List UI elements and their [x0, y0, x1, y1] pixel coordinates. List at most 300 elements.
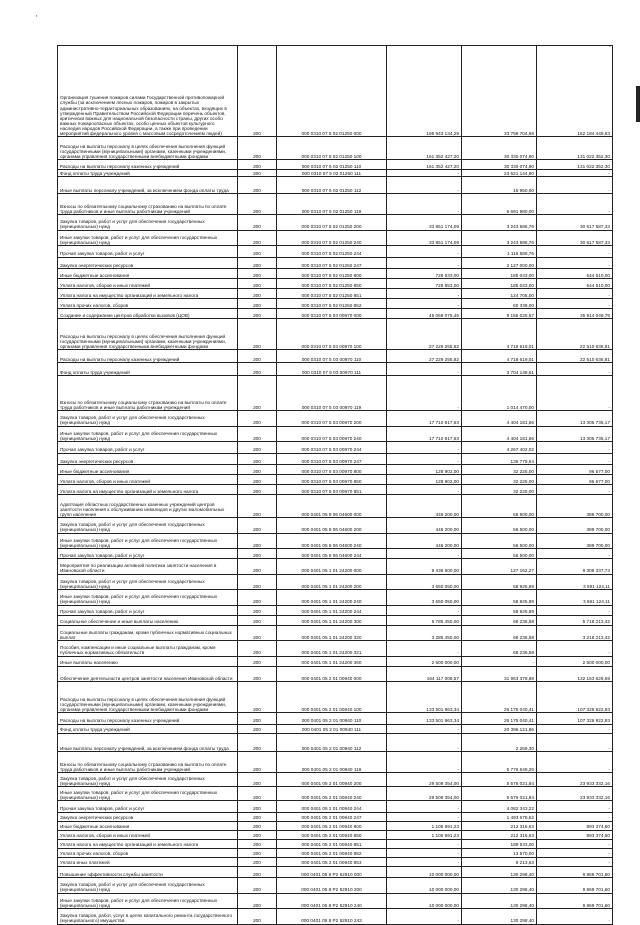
row-name-cell: Уплата прочих налогов, сборов — [58, 299, 238, 309]
row-name-cell: Уплата налога на имущество организаций и земельного налога — [58, 839, 238, 848]
row-name-cell: Прочая закупка товаров, работ и услуг — [58, 801, 238, 813]
row-unexecuted-cell: - — [537, 724, 613, 733]
row-approved-cell: 45 069 075,45 — [387, 309, 462, 319]
row-line-code-cell: 200 — [238, 752, 277, 773]
row-approved-cell: - — [387, 177, 462, 194]
row-line-code-cell: 200 — [238, 485, 277, 495]
row-approved-cell: - — [387, 376, 462, 411]
row-approved-cell: 133 501 963,34 — [387, 682, 462, 713]
row-budget-code-cell: 000 0401 05 8 06 04600 244 — [277, 549, 387, 559]
row-approved-cell: 27 229 255,82 — [387, 350, 462, 363]
row-approved-cell: 5 786 450,00 — [387, 615, 462, 625]
table-row — [58, 801, 613, 813]
row-unexecuted-cell: - — [537, 289, 613, 299]
row-budget-code-cell: 000 0310 07 5 03 00970 244 — [277, 442, 387, 454]
row-approved-cell: - — [387, 289, 462, 299]
row-unexecuted-cell: - — [537, 801, 613, 813]
row-executed-cell: 4 267 402,02 — [462, 442, 537, 454]
row-approved-cell: 3 286 450,00 — [387, 625, 462, 641]
row-approved-cell: 729 553,00 — [387, 279, 462, 289]
table-row — [58, 170, 613, 177]
row-unexecuted-cell: - — [537, 857, 613, 866]
row-budget-code-cell: 000 0401 05 2 01 00940 111 — [277, 724, 387, 733]
table-row — [58, 257, 613, 269]
row-budget-code-cell: 000 0310 07 5 03 00970 200 — [277, 411, 387, 427]
row-unexecuted-cell: - — [537, 194, 613, 215]
row-approved-cell: - — [387, 641, 462, 657]
row-unexecuted-cell: 131 022 352,30 — [537, 137, 613, 160]
row-executed-cell: 185 043,00 — [462, 269, 537, 279]
row-name-cell: Закупка товаров, работ, услуг в целях капитального ремонта государственного (муниципального) имущества — [58, 909, 238, 925]
row-line-code-cell: 200 — [238, 733, 277, 752]
row-budget-code-cell: 000 0310 07 5 02 01250 100 — [277, 137, 387, 160]
row-executed-cell: 2 269,30 — [462, 733, 537, 752]
row-name-cell: Уплата налогов, сборов и иных платежей — [58, 830, 238, 839]
row-budget-code-cell: 000 0310 07 5 03 00970 850 — [277, 475, 387, 485]
table-row — [58, 848, 613, 857]
table-row — [58, 269, 613, 279]
row-name-cell: Пособия, компенсации и иные социальные выплаты гражданам, кроме публичных нормативных обязательств — [58, 641, 238, 657]
row-budget-code-cell: 000 0401 05 8 P2 52910 000 — [277, 866, 387, 878]
row-name-cell: Иные закупки товаров, работ и услуг для обеспечения государственных (муниципальных) нужд — [58, 533, 238, 549]
row-unexecuted-cell: - — [537, 376, 613, 411]
row-line-code-cell: 200 — [238, 830, 277, 839]
row-approved-cell: 3 650 050,00 — [387, 590, 462, 606]
table-row — [58, 518, 613, 534]
row-name-cell: Расходы на выплаты персоналу в целях обеспечения выполнения функций государственными (муниципальными) органами, казенными учреждениями, органами управления государственными внебюджетными фондами — [58, 137, 238, 160]
row-name-cell: Прочая закупка товаров, работ и услуг — [58, 549, 238, 559]
row-name-cell: Иные закупки товаров, работ и услуг для обеспечения государственных (муниципальных) нужд — [58, 230, 238, 246]
row-approved-cell: 446 200,00 — [387, 495, 462, 518]
row-approved-cell: - — [387, 605, 462, 615]
row-approved-cell: - — [387, 848, 462, 857]
row-budget-code-cell: 000 0401 05 2 01 00940 200 — [277, 773, 387, 787]
row-executed-cell: 32 225,00 — [462, 475, 537, 485]
row-name-cell: Закупка товаров, работ и услуг для обеспечения государственных (муниципальных) нужд — [58, 878, 238, 894]
table-row — [58, 666, 613, 682]
row-approved-cell: 9 436 500,00 — [387, 559, 462, 575]
row-approved-cell: 10 000 000,00 — [387, 878, 462, 894]
row-unexecuted-cell: 30 617 587,33 — [537, 215, 613, 231]
row-approved-cell: 446 200,00 — [387, 518, 462, 534]
row-executed-cell: 30 330 074,90 — [462, 137, 537, 160]
row-approved-cell: 133 501 963,34 — [387, 713, 462, 725]
row-name-cell: Иные выплаты населению — [58, 656, 238, 666]
row-executed-cell: 58 925,89 — [462, 590, 537, 606]
row-executed-cell: 130 298,40 — [462, 866, 537, 878]
row-name-cell: Взносы по обязательному социальному страхованию на выплаты по оплате труда работников и иные выплаты работникам учреждений — [58, 752, 238, 773]
row-budget-code-cell: 000 0310 07 5 03 00970 247 — [277, 453, 387, 465]
row-executed-cell: 212 316,63 — [462, 821, 537, 830]
row-line-code-cell: 200 — [238, 533, 277, 549]
row-line-code-cell: 200 — [238, 666, 277, 682]
row-budget-code-cell: 000 0401 05 2 01 00940 100 — [277, 682, 387, 713]
row-line-code-cell: 200 — [238, 605, 277, 615]
row-approved-cell: - — [387, 909, 462, 925]
row-budget-code-cell: 000 0310 07 5 02 01250 110 — [277, 160, 387, 170]
row-unexecuted-cell: 389 700,00 — [537, 533, 613, 549]
row-executed-cell: 31 963 378,88 — [462, 666, 537, 682]
row-executed-cell: - — [462, 656, 537, 666]
row-executed-cell: 33 758 704,68 — [462, 46, 537, 137]
row-executed-cell: 3 704 148,61 — [462, 363, 537, 376]
row-unexecuted-cell: 893 374,60 — [537, 830, 613, 839]
row-unexecuted-cell: 2 500 000,00 — [537, 656, 613, 666]
row-approved-cell: 1 105 691,23 — [387, 821, 462, 830]
row-name-cell: Уплата налогов, сборов и иных платежей — [58, 279, 238, 289]
budget-table-body — [58, 46, 613, 925]
row-approved-cell: - — [387, 170, 462, 177]
table-row — [58, 713, 613, 725]
row-line-code-cell: 200 — [238, 376, 277, 411]
row-name-cell: Взносы по обязательному социальному страхованию на выплаты по оплате труда работников и иные выплаты работникам учреждений — [58, 194, 238, 215]
table-row — [58, 426, 613, 442]
row-approved-cell: 33 861 174,09 — [387, 230, 462, 246]
row-approved-cell: 128 902,00 — [387, 465, 462, 475]
row-executed-cell: 30 330 074,90 — [462, 160, 537, 170]
table-row — [58, 812, 613, 821]
row-budget-code-cell: 000 0401 05 8 06 04600 240 — [277, 533, 387, 549]
row-executed-cell: 130 298,40 — [462, 893, 537, 909]
edge-bar — [636, 86, 640, 122]
table-row — [58, 893, 613, 909]
row-approved-cell: - — [387, 485, 462, 495]
row-line-code-cell: 200 — [238, 787, 277, 801]
row-budget-code-cell: 000 0401 05 1 01 24200 200 — [277, 574, 387, 590]
row-approved-cell: 1 105 691,23 — [387, 830, 462, 839]
row-budget-code-cell: 000 0401 05 1 01 24200 000 — [277, 559, 387, 575]
row-budget-code-cell: 000 0310 07 5 02 01250 850 — [277, 279, 387, 289]
row-name-cell: Закупка товаров, работ и услуг для обеспечения государственных (муниципальных) нужд — [58, 574, 238, 590]
row-executed-cell: 4 718 619,01 — [462, 319, 537, 350]
row-unexecuted-cell: 544 510,00 — [537, 269, 613, 279]
table-row — [58, 215, 613, 231]
row-name-cell: Иные бюджетные ассигнования — [58, 465, 238, 475]
row-executed-cell: 26 175 040,41 — [462, 713, 537, 725]
row-unexecuted-cell: 389 700,00 — [537, 495, 613, 518]
row-approved-cell: 729 533,00 — [387, 269, 462, 279]
row-unexecuted-cell: 13 306 735,17 — [537, 426, 613, 442]
row-unexecuted-cell: 30 617 587,33 — [537, 230, 613, 246]
row-line-code-cell: 200 — [238, 848, 277, 857]
row-executed-cell: 6 691 980,00 — [462, 194, 537, 215]
row-budget-code-cell: 000 0310 07 5 02 01250 800 — [277, 269, 387, 279]
row-line-code-cell: 200 — [238, 465, 277, 475]
row-budget-code-cell: 000 0401 05 2 01 00940 000 — [277, 666, 387, 682]
row-budget-code-cell: 000 0401 05 2 01 00940 119 — [277, 752, 387, 773]
row-name-cell: Уплата налога на имущество организаций и земельного налога — [58, 289, 238, 299]
table-row — [58, 411, 613, 427]
table-row — [58, 350, 613, 363]
row-executed-cell: 56 500,00 — [462, 495, 537, 518]
row-line-code-cell: 200 — [238, 246, 277, 258]
row-budget-code-cell: 000 0310 07 5 02 01250 851 — [277, 289, 387, 299]
row-name-cell: Мероприятия по реализации активной политики занятости населения в Ивановской области — [58, 559, 238, 575]
row-unexecuted-cell: 132 153 629,69 — [537, 666, 613, 682]
row-approved-cell: - — [387, 839, 462, 848]
row-name-cell: Расходы на выплаты персоналу казенных учреждений — [58, 160, 238, 170]
row-name-cell: Уплата прочих налогов, сборов — [58, 848, 238, 857]
table-row — [58, 309, 613, 319]
row-name-cell: Создание и содержание центров обработки вызовов (ЦОВ) — [58, 309, 238, 319]
table-row — [58, 46, 613, 137]
table-row — [58, 453, 613, 465]
row-line-code-cell: 200 — [238, 363, 277, 376]
row-approved-cell: 446 200,00 — [387, 533, 462, 549]
row-line-code-cell: 200 — [238, 574, 277, 590]
row-line-code-cell: 200 — [238, 641, 277, 657]
row-executed-cell: 68 236,58 — [462, 625, 537, 641]
row-line-code-cell: 200 — [238, 279, 277, 289]
table-row — [58, 625, 613, 641]
row-name-cell: Иные выплаты персоналу учреждений, за исключением фонда оплаты труда — [58, 177, 238, 194]
row-unexecuted-cell: - — [537, 549, 613, 559]
row-unexecuted-cell: 9 309 337,73 — [537, 559, 613, 575]
row-name-cell: Иные бюджетные ассигнования — [58, 269, 238, 279]
row-approved-cell: 17 710 917,63 — [387, 411, 462, 427]
table-row — [58, 752, 613, 773]
row-budget-code-cell: 000 0401 05 1 01 24200 320 — [277, 625, 387, 641]
page-dot: . — [608, 40, 611, 49]
row-approved-cell: 161 352 427,20 — [387, 137, 462, 160]
row-approved-cell: - — [387, 299, 462, 309]
row-name-cell: Закупка энергетических ресурсов — [58, 453, 238, 465]
row-executed-cell: 127 162,27 — [462, 559, 537, 575]
row-approved-cell: - — [387, 812, 462, 821]
row-budget-code-cell: 000 0310 07 5 03 00970 000 — [277, 309, 387, 319]
row-approved-cell: 10 000 000,00 — [387, 866, 462, 878]
row-unexecuted-cell: - — [537, 909, 613, 925]
row-line-code-cell: 200 — [238, 309, 277, 319]
row-budget-code-cell: 000 0401 05 2 01 00940 850 — [277, 830, 387, 839]
row-budget-code-cell: 000 0401 05 8 P2 52910 200 — [277, 878, 387, 894]
row-line-code-cell: 200 — [238, 878, 277, 894]
row-approved-cell: - — [387, 733, 462, 752]
row-executed-cell: 20 396 121,86 — [462, 724, 537, 733]
row-approved-cell: - — [387, 246, 462, 258]
table-row — [58, 230, 613, 246]
row-name-cell: Иные закупки товаров, работ и услуг для обеспечения государственных (муниципальных) нужд — [58, 590, 238, 606]
row-name-cell: Прочая закупка товаров, работ и услуг — [58, 605, 238, 615]
table-row — [58, 821, 613, 830]
table-row — [58, 442, 613, 454]
row-unexecuted-cell: - — [537, 641, 613, 657]
row-executed-cell: 56 500,00 — [462, 518, 537, 534]
row-unexecuted-cell: - — [537, 485, 613, 495]
row-name-cell: Закупка товаров, работ и услуг для обеспечения государственных (муниципальных) нужд — [58, 773, 238, 787]
row-executed-cell: 1 014 470,00 — [462, 376, 537, 411]
row-executed-cell: 189 533,00 — [462, 839, 537, 848]
table-row — [58, 787, 613, 801]
row-unexecuted-cell: - — [537, 752, 613, 773]
table-row — [58, 549, 613, 559]
table-row — [58, 177, 613, 194]
row-unexecuted-cell: 5 718 213,42 — [537, 615, 613, 625]
row-line-code-cell: 200 — [238, 411, 277, 427]
row-budget-code-cell: 000 0310 07 5 02 01250 111 — [277, 170, 387, 177]
row-line-code-cell: 200 — [238, 518, 277, 534]
row-line-code-cell: 200 — [238, 812, 277, 821]
row-unexecuted-cell: - — [537, 363, 613, 376]
row-line-code-cell: 200 — [238, 801, 277, 813]
row-executed-cell: 16 950,00 — [462, 177, 537, 194]
row-budget-code-cell: 000 0401 05 2 01 00940 112 — [277, 733, 387, 752]
row-name-cell: Закупка энергетических ресурсов — [58, 257, 238, 269]
row-budget-code-cell: 000 0310 07 5 03 00970 111 — [277, 363, 387, 376]
row-line-code-cell: 200 — [238, 426, 277, 442]
row-line-code-cell: 200 — [238, 615, 277, 625]
row-line-code-cell: 200 — [238, 559, 277, 575]
row-approved-cell: 2 500 000,00 — [387, 656, 462, 666]
row-unexecuted-cell: - — [537, 246, 613, 258]
row-executed-cell: 130 298,40 — [462, 878, 537, 894]
row-line-code-cell: 200 — [238, 625, 277, 641]
row-unexecuted-cell: 107 326 922,93 — [537, 682, 613, 713]
row-unexecuted-cell: 23 933 332,16 — [537, 773, 613, 787]
row-name-cell: Фонд оплаты труда учреждений — [58, 170, 238, 177]
table-row — [58, 839, 613, 848]
row-budget-code-cell: 000 0310 07 5 03 00970 800 — [277, 465, 387, 475]
table-row — [58, 376, 613, 411]
table-row — [58, 495, 613, 518]
row-unexecuted-cell: - — [537, 839, 613, 848]
row-executed-cell: 2 127 000,00 — [462, 257, 537, 269]
row-unexecuted-cell: 13 306 735,17 — [537, 411, 613, 427]
row-name-cell: Взносы по обязательному социальному страхованию на выплаты по оплате труда работников и иные выплаты работникам учреждений — [58, 376, 238, 411]
row-approved-cell: - — [387, 442, 462, 454]
row-approved-cell: - — [387, 549, 462, 559]
table-row — [58, 733, 613, 752]
table-row — [58, 299, 613, 309]
row-approved-cell: 29 509 354,00 — [387, 787, 462, 801]
row-line-code-cell: 200 — [238, 289, 277, 299]
row-executed-cell: 58 925,89 — [462, 605, 537, 615]
row-budget-code-cell: 000 0401 05 1 01 24200 360 — [277, 656, 387, 666]
row-line-code-cell: 200 — [238, 821, 277, 830]
row-budget-code-cell: 000 0310 07 5 03 00970 100 — [277, 319, 387, 350]
row-budget-code-cell: 000 0401 05 2 01 00940 852 — [277, 848, 387, 857]
row-name-cell: Закупка товаров, работ и услуг для обеспечения государственных (муниципальных) нужд — [58, 215, 238, 231]
row-line-code-cell: 200 — [238, 319, 277, 350]
row-unexecuted-cell: - — [537, 170, 613, 177]
table-row — [58, 574, 613, 590]
budget-table — [57, 45, 613, 925]
row-executed-cell: 9 213,63 — [462, 857, 537, 866]
row-unexecuted-cell: - — [537, 257, 613, 269]
row-budget-code-cell: 000 0310 07 5 02 01250 247 — [277, 257, 387, 269]
row-unexecuted-cell: - — [537, 733, 613, 752]
row-executed-cell: 56 500,00 — [462, 549, 537, 559]
row-line-code-cell: 200 — [238, 170, 277, 177]
row-executed-cell: 4 718 619,01 — [462, 350, 537, 363]
table-row — [58, 830, 613, 839]
row-budget-code-cell: 000 0310 07 5 03 00970 851 — [277, 485, 387, 495]
row-executed-cell: 3 243 586,76 — [462, 215, 537, 231]
row-name-cell: Иные бюджетные ассигнования — [58, 821, 238, 830]
row-approved-cell: - — [387, 857, 462, 866]
row-executed-cell: 185 043,00 — [462, 279, 537, 289]
row-executed-cell: 56 500,00 — [462, 533, 537, 549]
row-executed-cell: 13 570,00 — [462, 848, 537, 857]
row-name-cell: Уплата налога на имущество организаций и земельного налога — [58, 485, 238, 495]
row-unexecuted-cell: 96 677,00 — [537, 475, 613, 485]
row-executed-cell: 212 316,63 — [462, 830, 537, 839]
row-name-cell: Расходы на выплаты персоналу в целях обеспечения выполнения функций государственными (муниципальными) органами, казенными учреждениями, органами управления государственными внебюджетными фондами — [58, 682, 238, 713]
row-name-cell: Адаптация областных государственных казенных учреждений центров занятости населения к обслуживанию инвалидов и других маломобильных групп населения — [58, 495, 238, 518]
row-approved-cell: 29 509 354,00 — [387, 773, 462, 787]
row-executed-cell: 60 338,00 — [462, 299, 537, 309]
row-executed-cell: 136 779,64 — [462, 453, 537, 465]
table-row — [58, 857, 613, 866]
row-approved-cell: 164 117 008,57 — [387, 666, 462, 682]
row-executed-cell: 1 116 586,76 — [462, 246, 537, 258]
row-budget-code-cell: 000 0310 07 5 03 00970 119 — [277, 376, 387, 411]
row-name-cell: Прочая закупка товаров, работ и услуг — [58, 442, 238, 454]
table-row — [58, 724, 613, 733]
row-line-code-cell: 200 — [238, 713, 277, 725]
row-budget-code-cell: 000 0401 05 8 P2 52910 240 — [277, 893, 387, 909]
row-executed-cell: 32 225,00 — [462, 465, 537, 475]
row-line-code-cell: 200 — [238, 656, 277, 666]
row-unexecuted-cell: 389 700,00 — [537, 518, 613, 534]
row-name-cell: Обеспечение деятельности центров занятости населения Ивановской области — [58, 666, 238, 682]
row-budget-code-cell: 000 0310 07 5 02 01250 119 — [277, 194, 387, 215]
row-budget-code-cell: 000 0401 05 8 06 04600 000 — [277, 495, 387, 518]
row-unexecuted-cell: - — [537, 605, 613, 615]
table-row — [58, 909, 613, 925]
row-approved-cell: 3 650 050,00 — [387, 574, 462, 590]
row-unexecuted-cell: 23 933 332,16 — [537, 787, 613, 801]
row-budget-code-cell: 000 0310 07 5 02 01250 000 — [277, 46, 387, 137]
row-approved-cell: - — [387, 257, 462, 269]
row-approved-cell: 10 000 000,00 — [387, 893, 462, 909]
table-row — [58, 465, 613, 475]
row-name-cell: Закупка энергетических ресурсов — [58, 812, 238, 821]
table-row — [58, 137, 613, 160]
row-budget-code-cell: 000 0401 05 1 01 24200 321 — [277, 641, 387, 657]
row-approved-cell: - — [387, 752, 462, 773]
table-row — [58, 605, 613, 615]
row-name-cell: Иные закупки товаров, работ и услуг для обеспечения государственных (муниципальных) нужд — [58, 893, 238, 909]
row-line-code-cell: 200 — [238, 773, 277, 787]
row-line-code-cell: 200 — [238, 442, 277, 454]
table-row — [58, 363, 613, 376]
row-approved-cell: - — [387, 724, 462, 733]
row-line-code-cell: 200 — [238, 215, 277, 231]
row-executed-cell: 68 236,58 — [462, 615, 537, 625]
table-row — [58, 773, 613, 787]
row-unexecuted-cell: - — [537, 299, 613, 309]
table-row — [58, 878, 613, 894]
row-executed-cell: 58 925,89 — [462, 574, 537, 590]
row-approved-cell: 195 943 134,29 — [387, 46, 462, 137]
table-row — [58, 641, 613, 657]
row-executed-cell: 3 243 586,76 — [462, 230, 537, 246]
table-row — [58, 475, 613, 485]
row-line-code-cell: 200 — [238, 230, 277, 246]
row-unexecuted-cell: - — [537, 442, 613, 454]
row-approved-cell: - — [387, 453, 462, 465]
row-executed-cell: 4 404 181,66 — [462, 411, 537, 427]
row-approved-cell: - — [387, 194, 462, 215]
table-row — [58, 590, 613, 606]
row-budget-code-cell: 000 0401 05 2 01 00940 247 — [277, 812, 387, 821]
table-row — [58, 533, 613, 549]
row-executed-cell: 4 404 181,66 — [462, 426, 537, 442]
row-unexecuted-cell: 96 677,00 — [537, 465, 613, 475]
row-executed-cell: 32 225,00 — [462, 485, 537, 495]
row-budget-code-cell: 000 0310 07 5 02 01250 852 — [277, 299, 387, 309]
